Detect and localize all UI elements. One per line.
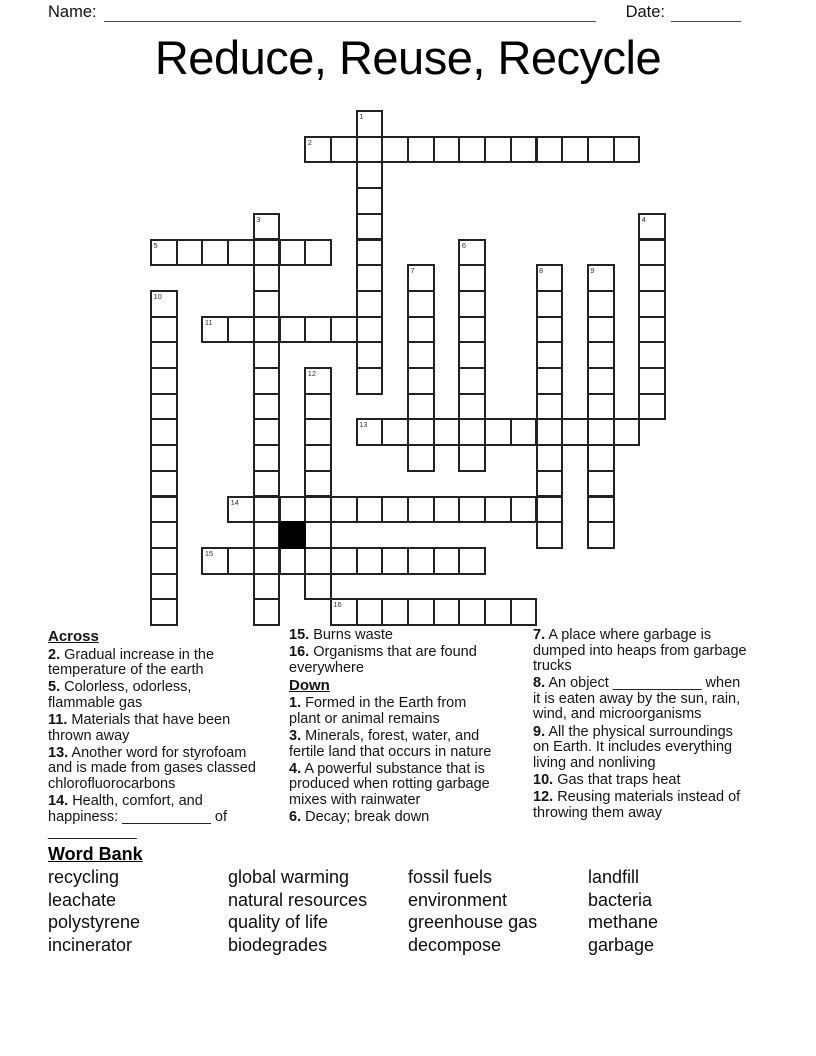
- clue-number: 11.: [48, 711, 68, 728]
- grid-cell[interactable]: [356, 547, 384, 575]
- grid-cell[interactable]: [458, 496, 486, 524]
- grid-cell[interactable]: [304, 393, 332, 421]
- grid-cell[interactable]: [150, 444, 178, 472]
- grid-cell[interactable]: [356, 187, 384, 215]
- grid-cell[interactable]: [304, 239, 332, 267]
- word-bank-word: landfill: [588, 867, 640, 887]
- grid-cell[interactable]: [330, 547, 358, 575]
- word-bank-word: fossil fuels: [408, 867, 493, 887]
- cell-number: 12: [307, 369, 317, 378]
- grid-cell[interactable]: [253, 496, 281, 524]
- grid-cell[interactable]: [458, 598, 486, 626]
- clue-item: [48, 794, 259, 841]
- grid-cell[interactable]: [433, 598, 461, 626]
- grid-cell[interactable]: [587, 316, 615, 344]
- word-bank-header: Word Bank: [48, 844, 143, 864]
- grid-cell[interactable]: [356, 239, 384, 267]
- clue-number: 14.: [48, 792, 69, 809]
- grid-cell[interactable]: [279, 316, 307, 344]
- grid-cell[interactable]: [356, 264, 384, 292]
- grid-cell[interactable]: [510, 598, 538, 626]
- grid-cell[interactable]: [150, 367, 178, 395]
- grid-cell[interactable]: [536, 136, 564, 164]
- grid-cell[interactable]: [227, 496, 255, 524]
- grid-cell[interactable]: [304, 573, 332, 601]
- grid-cell[interactable]: [407, 598, 435, 626]
- grid-cell[interactable]: [613, 136, 641, 164]
- grid-cell[interactable]: [381, 136, 409, 164]
- cell-number: 16: [333, 600, 342, 610]
- grid-cell[interactable]: [253, 444, 281, 472]
- grid-cell[interactable]: [458, 367, 486, 395]
- clue-text: Organisms that are found everywhere: [289, 644, 477, 676]
- clue-item: [289, 810, 496, 826]
- grid-cell[interactable]: [253, 521, 281, 549]
- cell-number: 2: [307, 137, 312, 147]
- clue-number: 9.: [533, 723, 546, 740]
- grid-cell[interactable]: [356, 316, 384, 344]
- clue-text: Materials that have been thrown away: [48, 711, 231, 744]
- clue-item: [289, 628, 496, 644]
- clue-text: Gas that traps heat: [553, 771, 681, 788]
- grid-cell[interactable]: [407, 547, 435, 575]
- grid-cell[interactable]: [510, 136, 538, 164]
- word-bank-word: greenhouse gas: [408, 912, 538, 933]
- grid-cell[interactable]: [304, 496, 332, 524]
- clue-text: Reusing materials instead of throwing them away: [533, 788, 741, 821]
- clue-item: [533, 725, 750, 772]
- cell-number: 4: [641, 214, 646, 224]
- date-input-line[interactable]: [671, 5, 741, 22]
- grid-cell[interactable]: [638, 367, 666, 395]
- clue-text: Health, comfort, and happiness: ___________ of ___________: [48, 792, 227, 841]
- grid-cell[interactable]: [381, 547, 409, 575]
- clue-item: [533, 676, 750, 723]
- grid-cell[interactable]: [304, 444, 332, 472]
- page-title: Reduce, Reuse, Recycle: [154, 31, 662, 84]
- grid-cell[interactable]: [150, 316, 178, 344]
- clue-text: Minerals, forest, water, and fertile land that occurs in nature: [289, 728, 492, 760]
- grid-cell[interactable]: [587, 341, 615, 369]
- grid-cell[interactable]: [201, 547, 229, 575]
- clue-item: [289, 729, 496, 760]
- grid-cell[interactable]: [561, 418, 589, 446]
- grid-cell[interactable]: [536, 470, 564, 498]
- clue-number: 8.: [533, 675, 546, 692]
- clue-number: 12.: [533, 788, 554, 805]
- grid-cell[interactable]: [253, 547, 281, 575]
- clue-item: [289, 645, 496, 676]
- grid-cell[interactable]: [458, 316, 486, 344]
- cell-number: 15: [204, 548, 214, 558]
- grid-cell[interactable]: [304, 367, 332, 395]
- grid-cell[interactable]: [536, 341, 564, 369]
- grid-cell[interactable]: [510, 418, 538, 446]
- date-label: Date:: [625, 3, 665, 21]
- grid-cell[interactable]: [536, 521, 564, 549]
- grid-cell[interactable]: [150, 573, 178, 601]
- clue-number: 1.: [289, 695, 302, 712]
- word-bank-word: garbage: [588, 935, 655, 956]
- grid-cell[interactable]: [253, 418, 281, 446]
- grid-cell[interactable]: [407, 496, 435, 524]
- grid-cell[interactable]: [407, 316, 435, 344]
- name-date-row: [48, 3, 741, 22]
- grid-cell[interactable]: [638, 239, 666, 267]
- clue-number: 6.: [289, 809, 302, 826]
- grid-cell[interactable]: [356, 598, 384, 626]
- clue-text: Colorless, odorless, flammable gas: [48, 679, 192, 711]
- clue-number: 15.: [289, 627, 310, 643]
- clue-column-right: [533, 628, 750, 823]
- cell-number: 7: [410, 266, 415, 276]
- grid-cell[interactable]: [587, 444, 615, 472]
- grid-cell[interactable]: [150, 547, 178, 575]
- clue-column-middle: [289, 628, 496, 827]
- grid-cell[interactable]: [458, 418, 486, 446]
- cell-number: 6: [461, 240, 467, 250]
- word-bank-word: decompose: [408, 935, 502, 956]
- grid-cell[interactable]: [227, 316, 255, 344]
- clue-number: 7.: [533, 627, 546, 643]
- clue-item: [48, 680, 259, 711]
- grid-cell[interactable]: [458, 547, 486, 575]
- grid-cell[interactable]: [356, 496, 384, 524]
- grid-cell[interactable]: [458, 239, 486, 267]
- clue-text: Another word for styrofoam and is made from gases classed chlorofluorocarbons: [48, 744, 256, 792]
- grid-cell[interactable]: [536, 444, 564, 472]
- cell-number: 9: [590, 266, 595, 276]
- grid-cell[interactable]: [381, 598, 409, 626]
- cell-number: 5: [153, 240, 158, 250]
- grid-cell[interactable]: [150, 341, 178, 369]
- grid-cell[interactable]: [150, 290, 178, 318]
- across-header: Across: [48, 628, 99, 645]
- grid-cell[interactable]: [458, 393, 486, 421]
- cell-number: 14: [230, 497, 239, 507]
- clue-item: [533, 773, 750, 789]
- grid-cell[interactable]: [407, 341, 435, 369]
- grid-cell[interactable]: [587, 521, 615, 549]
- grid-cell[interactable]: [304, 547, 332, 575]
- grid-cell[interactable]: [201, 316, 229, 344]
- grid-cell[interactable]: [587, 290, 615, 318]
- clue-item: [533, 628, 750, 675]
- grid-cell[interactable]: [253, 239, 281, 267]
- grid-cell[interactable]: [356, 213, 384, 241]
- grid-cell[interactable]: [536, 418, 564, 446]
- grid-cell[interactable]: [150, 239, 178, 267]
- grid-cell[interactable]: [381, 418, 409, 446]
- grid-cell[interactable]: [587, 367, 615, 395]
- clue-text: A powerful substance that is produced when rotting garbage mixes with rainwater: [289, 760, 490, 808]
- grid-cell[interactable]: [433, 136, 461, 164]
- grid-cell[interactable]: [510, 496, 538, 524]
- clue-number: 16.: [289, 644, 310, 661]
- grid-cell[interactable]: [330, 598, 358, 626]
- grid-cell[interactable]: [253, 393, 281, 421]
- grid-cell[interactable]: [330, 316, 358, 344]
- grid-cell[interactable]: [304, 521, 332, 549]
- grid-cell[interactable]: [304, 136, 332, 164]
- grid-cell[interactable]: [458, 264, 486, 292]
- grid-cell[interactable]: [253, 264, 281, 292]
- clue-item: [48, 746, 259, 793]
- down-header: Down: [289, 676, 330, 694]
- grid-cell[interactable]: [587, 136, 615, 164]
- clue-text: Burns waste: [309, 627, 393, 643]
- clue-item: [289, 696, 496, 727]
- grid-cell[interactable]: [150, 598, 178, 626]
- grid-cell[interactable]: [407, 367, 435, 395]
- grid-cell[interactable]: [458, 290, 486, 318]
- clue-text: Gradual increase in the temperature of the earth: [48, 646, 215, 679]
- clue-number: 4.: [289, 760, 302, 777]
- word-bank-word: quality of life: [228, 912, 329, 933]
- grid-cell[interactable]: [253, 316, 281, 344]
- grid-cell[interactable]: [356, 341, 384, 369]
- clue-text: A place where garbage is dumped into heaps from garbage trucks: [533, 627, 747, 675]
- grid-cell[interactable]: [279, 496, 307, 524]
- grid-cell[interactable]: [536, 264, 564, 292]
- grid-cell[interactable]: [253, 470, 281, 498]
- word-bank-word: methane: [588, 912, 659, 933]
- grid-cell[interactable]: [587, 418, 615, 446]
- clue-item: [533, 790, 750, 821]
- grid-cell[interactable]: [561, 136, 589, 164]
- grid-cell[interactable]: [279, 547, 307, 575]
- cell-number: 11: [204, 317, 213, 327]
- clue-text: Decay; break down: [301, 809, 430, 826]
- grid-cell[interactable]: [253, 290, 281, 318]
- grid-cell[interactable]: [279, 239, 307, 267]
- grid-cell[interactable]: [253, 341, 281, 369]
- grid-cell[interactable]: [330, 136, 358, 164]
- grid-cell[interactable]: [458, 341, 486, 369]
- clue-number: 10.: [533, 771, 554, 788]
- clue-number: 2.: [48, 646, 61, 663]
- grid-cell[interactable]: [253, 598, 281, 626]
- word-bank-word: global warming: [228, 867, 350, 887]
- clue-text: Formed in the Earth from plant or animal remains: [289, 695, 467, 727]
- grid-cell[interactable]: [536, 367, 564, 395]
- grid-cell[interactable]: [150, 393, 178, 421]
- clue-item: [48, 648, 259, 679]
- grid-cell[interactable]: [330, 496, 358, 524]
- word-bank-word: biodegrades: [228, 935, 328, 956]
- clue-column-left: [48, 628, 259, 842]
- crossword-grid: [150, 110, 666, 626]
- grid-cell[interactable]: [356, 290, 384, 318]
- grid-cell[interactable]: [484, 418, 512, 446]
- grid-cell[interactable]: [356, 110, 384, 138]
- clue-number: 13.: [48, 744, 69, 761]
- cell-number: 10: [153, 291, 162, 301]
- grid-cell[interactable]: [407, 136, 435, 164]
- grid-cell[interactable]: [304, 470, 332, 498]
- grid-cell[interactable]: [638, 264, 666, 292]
- grid-cell[interactable]: [150, 496, 178, 524]
- grid-cell[interactable]: [536, 393, 564, 421]
- grid-cell[interactable]: [484, 598, 512, 626]
- grid-cell[interactable]: [433, 496, 461, 524]
- grid-cell[interactable]: [176, 239, 204, 267]
- grid-cell[interactable]: [150, 418, 178, 446]
- grid-cell[interactable]: [407, 290, 435, 318]
- grid-cell[interactable]: [227, 239, 255, 267]
- clue-text: All the physical surroundings on Earth. It includes everything living and nonliving: [533, 723, 733, 771]
- grid-cell[interactable]: [356, 418, 384, 446]
- grid-cell[interactable]: [433, 547, 461, 575]
- name-input-line[interactable]: [104, 5, 596, 22]
- word-bank-word: polystyrene: [48, 912, 141, 933]
- grid-cell[interactable]: [407, 444, 435, 472]
- grid-cell[interactable]: [407, 264, 435, 292]
- grid-cell[interactable]: [433, 418, 461, 446]
- clue-number: 3.: [289, 728, 302, 745]
- grid-cell[interactable]: [638, 316, 666, 344]
- grid-cell[interactable]: [201, 239, 229, 267]
- word-bank-word: bacteria: [588, 889, 653, 910]
- grid-cell[interactable]: [638, 341, 666, 369]
- grid-cell[interactable]: [638, 290, 666, 318]
- cell-number: 3: [256, 214, 261, 224]
- grid-cell[interactable]: [587, 496, 615, 524]
- name-label: Name:: [48, 3, 97, 21]
- grid-cell[interactable]: [356, 136, 384, 164]
- grid-cell[interactable]: [613, 418, 641, 446]
- clue-item: [48, 713, 259, 744]
- black-cell: [279, 521, 307, 549]
- grid-cell[interactable]: [356, 161, 384, 189]
- grid-cell[interactable]: [587, 470, 615, 498]
- grid-cell[interactable]: [484, 496, 512, 524]
- cell-number: 8: [539, 266, 544, 276]
- grid-cell[interactable]: [150, 521, 178, 549]
- word-bank-column: [48, 866, 140, 957]
- grid-cell[interactable]: [150, 470, 178, 498]
- clue-item: [289, 762, 496, 809]
- grid-cell[interactable]: [227, 547, 255, 575]
- grid-cell[interactable]: [536, 496, 564, 524]
- word-bank-word: environment: [408, 889, 508, 910]
- word-bank-word: natural resources: [228, 889, 368, 910]
- grid-cell[interactable]: [356, 367, 384, 395]
- grid-cell[interactable]: [536, 290, 564, 318]
- word-bank-column: [588, 866, 658, 957]
- word-bank-word: leachate: [48, 889, 117, 910]
- word-bank-word: recycling: [48, 867, 120, 887]
- clue-text: An object ___________ when it is eaten away by the sun, rain, wind, and microorganisms: [533, 675, 741, 723]
- cell-number: 13: [359, 420, 368, 430]
- word-bank-word: incinerator: [48, 935, 133, 956]
- grid-cell[interactable]: [407, 418, 435, 446]
- grid-cell[interactable]: [253, 367, 281, 395]
- grid-cell[interactable]: [253, 213, 281, 241]
- grid-cell[interactable]: [587, 393, 615, 421]
- grid-cell[interactable]: [536, 316, 564, 344]
- grid-cell[interactable]: [304, 418, 332, 446]
- grid-cell[interactable]: [407, 393, 435, 421]
- grid-cell[interactable]: [304, 316, 332, 344]
- cell-number: 1: [359, 112, 364, 121]
- grid-cell[interactable]: [253, 573, 281, 601]
- word-bank-column: [408, 866, 537, 957]
- clue-number: 5.: [48, 679, 61, 696]
- grid-cell[interactable]: [484, 136, 512, 164]
- grid-cell[interactable]: [381, 496, 409, 524]
- word-bank-column: [228, 866, 367, 957]
- grid-cell[interactable]: [458, 444, 486, 472]
- grid-cell[interactable]: [638, 213, 666, 241]
- grid-cell[interactable]: [458, 136, 486, 164]
- grid-cell[interactable]: [638, 393, 666, 421]
- grid-cell[interactable]: [587, 264, 615, 292]
